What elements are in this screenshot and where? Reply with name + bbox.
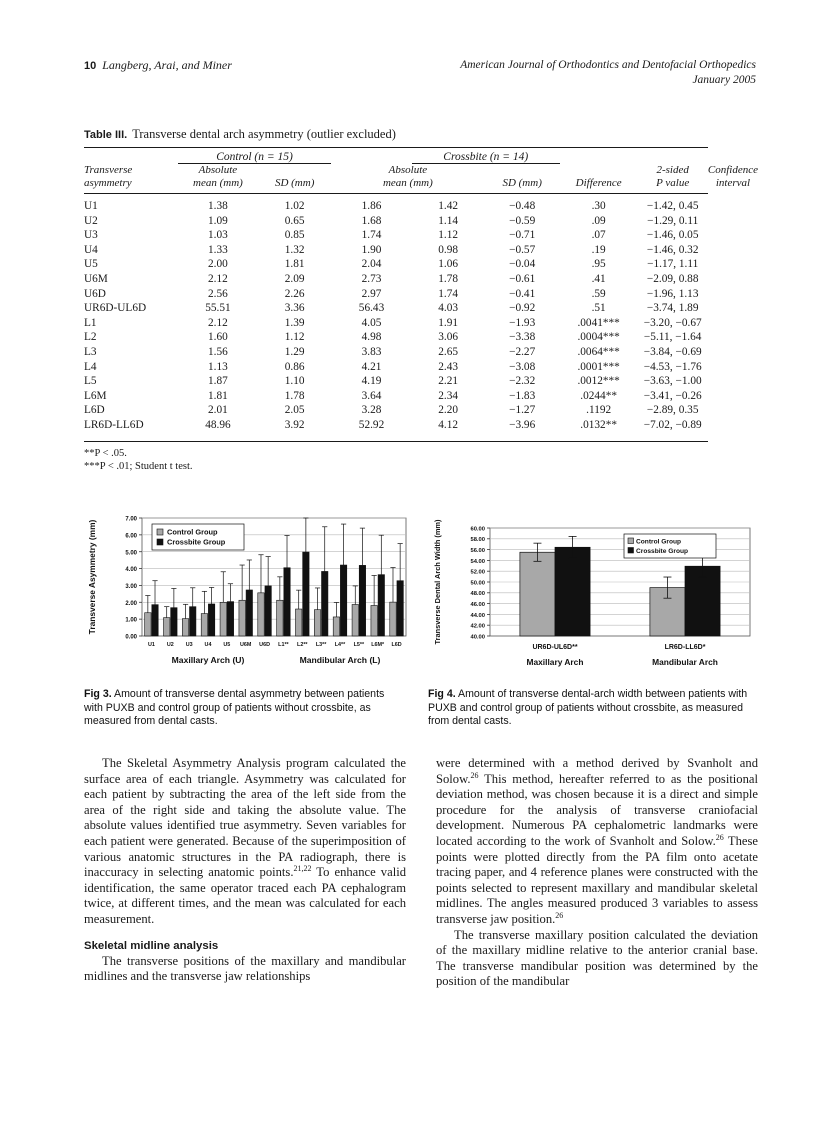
running-head-right xyxy=(460,58,756,88)
cell-control-sd: 1.81 xyxy=(284,258,305,271)
table-row xyxy=(84,360,758,375)
cell-control-sd: 0.65 xyxy=(284,214,305,227)
cell-confidence-interval: −2.09, 0.88 xyxy=(646,272,699,285)
cell-crossbite-mean: 4.21 xyxy=(361,360,382,373)
fig3-xtick-label: L6M* xyxy=(371,642,385,648)
page-folio: 10 xyxy=(84,60,97,72)
cell-confidence-interval: −3.74, 1.89 xyxy=(646,302,699,315)
cell-control-mean: 1.13 xyxy=(208,360,228,373)
fig3-xtick-label: L2** xyxy=(297,642,308,648)
cell-crossbite-mean: 56.43 xyxy=(358,302,385,315)
cell-crossbite-sd: 1.14 xyxy=(438,214,459,227)
fig3-ytick-label: 5.00 xyxy=(125,550,137,557)
cell-confidence-interval: −3.20, −0.67 xyxy=(643,316,702,329)
cell-difference: −0.71 xyxy=(509,229,536,242)
col-header-control-sd: SD (mm) xyxy=(274,177,315,189)
footnote-2: ***P < .01; Student t test. xyxy=(84,460,193,472)
fig3-bar-control xyxy=(220,602,226,636)
cell-confidence-interval: −1.42, 0.45 xyxy=(646,200,699,212)
fig4-ytick-label: 54.00 xyxy=(470,558,485,565)
col-header-control-mean: Absolute mean (mm) xyxy=(193,164,243,189)
fig3-bar-crossbite xyxy=(359,565,365,636)
cell-difference: −0.57 xyxy=(509,243,536,256)
running-head-left xyxy=(84,58,232,73)
cell-crossbite-mean: 2.97 xyxy=(361,287,382,300)
table-caption: Transverse dental arch asymmetry (outlier excluded) xyxy=(132,127,396,141)
table-row xyxy=(84,403,758,418)
cell-label: U6D xyxy=(84,287,106,300)
col-header-crossbite-mean: Absolute mean (mm) xyxy=(382,164,433,189)
cell-crossbite-sd: 1.12 xyxy=(438,229,459,242)
fig3-bar-control xyxy=(390,602,396,636)
fig4-ytick-label: 48.00 xyxy=(470,591,485,598)
fig3-xtick-label: L4** xyxy=(334,642,346,648)
cell-difference: −3.38 xyxy=(509,331,536,344)
table-row xyxy=(84,316,758,331)
fig3-legend-label-crossbite: Crossbite Group xyxy=(167,537,226,547)
figure-3 xyxy=(84,512,414,728)
journal-name: American Journal of Orthodontics and Dentofacial Orthopedics xyxy=(460,59,756,71)
cell-control-sd: 2.26 xyxy=(284,287,305,300)
fig4-legend-label-crossbite: Crossbite Group xyxy=(636,547,689,555)
table-row xyxy=(84,228,758,243)
cell-control-sd: 1.39 xyxy=(284,316,305,329)
cell-control-mean: 1.81 xyxy=(208,389,228,402)
fig3-bar-crossbite xyxy=(303,552,309,636)
cell-confidence-interval: −1.29, 0.11 xyxy=(647,214,699,227)
fig3-xtick-label: U5 xyxy=(223,642,231,648)
cell-crossbite-sd: 1.06 xyxy=(438,258,459,271)
fig3-xtick-label: L6D xyxy=(391,642,402,648)
cell-crossbite-sd: 2.34 xyxy=(438,389,459,402)
section-heading-skeletal-midline-analysis: Skeletal midline analysis xyxy=(84,939,219,952)
table-row xyxy=(84,287,758,302)
running-head-authors: Langberg, Arai, and Miner xyxy=(102,58,232,72)
cell-crossbite-sd: 4.12 xyxy=(438,418,459,431)
cell-pvalue: .30 xyxy=(591,200,606,212)
fig3-bar-control xyxy=(258,593,264,636)
fig4-ytick-label: 50.00 xyxy=(470,580,485,587)
fig3-bar-control xyxy=(201,614,207,636)
cell-confidence-interval: −1.46, 0.32 xyxy=(646,243,699,256)
cell-pvalue: .0041*** xyxy=(577,316,620,329)
cell-crossbite-sd: 3.06 xyxy=(438,331,459,344)
table-3 xyxy=(84,147,758,442)
cell-crossbite-mean: 4.05 xyxy=(361,316,382,329)
cell-label: L5 xyxy=(84,375,97,388)
fig3-yaxis-title: Transverse Asymmetry (mm) xyxy=(87,519,97,635)
fig3-bar-crossbite xyxy=(246,590,252,636)
cell-crossbite-mean: 1.74 xyxy=(361,229,382,242)
cell-pvalue: .51 xyxy=(591,302,606,315)
cell-difference: −0.59 xyxy=(509,214,536,227)
fig4-legend-swatch-control xyxy=(628,538,634,544)
fig3-bar-crossbite xyxy=(322,571,328,636)
cell-crossbite-sd: 2.43 xyxy=(438,360,459,373)
fig4-xtick-label: LR6D-LL6D* xyxy=(664,644,706,651)
group-header-crossbite: Crossbite (n = 14) xyxy=(412,151,560,164)
cell-crossbite-sd: 1.78 xyxy=(438,272,459,285)
fig3-bar-crossbite xyxy=(397,581,403,636)
table-row xyxy=(84,199,758,214)
cell-control-mean: 1.60 xyxy=(208,331,228,344)
fig3-bar-control xyxy=(164,618,170,636)
fig4-ytick-label: 52.00 xyxy=(470,569,485,576)
cell-confidence-interval: −1.17, 1.11 xyxy=(647,258,699,271)
cell-control-mean: 2.12 xyxy=(208,316,228,329)
cell-difference: −0.04 xyxy=(509,258,536,271)
fig3-ytick-label: 6.00 xyxy=(125,533,137,540)
cell-confidence-interval: −3.63, −1.00 xyxy=(643,375,702,388)
fig3-ytick-label: 7.00 xyxy=(125,516,137,523)
fig3-ytick-label: 2.00 xyxy=(125,600,137,607)
cell-label: U2 xyxy=(84,214,98,227)
citation-26-c: 26 xyxy=(555,910,564,920)
figure-3-caption xyxy=(84,688,404,729)
table-row xyxy=(84,345,758,360)
fig4-yaxis-title: Transverse Dental Arch Width (mm) xyxy=(433,519,442,645)
cell-control-mean: 1.09 xyxy=(208,214,228,227)
figure-3-chart xyxy=(84,512,414,684)
cell-confidence-interval: −2.89, 0.35 xyxy=(646,404,699,417)
cell-crossbite-mean: 3.64 xyxy=(361,389,382,402)
cell-crossbite-mean: 3.83 xyxy=(361,345,382,358)
fig3-xtick-label: U6M xyxy=(240,642,252,648)
fig4-legend-label-control: Control Group xyxy=(636,538,682,546)
cell-label: L3 xyxy=(84,345,97,358)
fig4-ytick-label: 60.00 xyxy=(470,526,485,533)
fig4-group-label: Mandibular Arch xyxy=(652,657,718,667)
right-paragraph-1: were determined with a method derived by Svanholt and Solow.$^{26}$ This method, hereafter referred to as the positional deviation method, was chosen because it is a direct and simple procedure for the analysis of transverse craniofacial development. Numerous PA cephalometric landmarks were located according to the work of Svanholt and Solow.$^{26}$ These points were plotted directly from the PA film onto acetate tracing paper, and 4 reference planes were constructed with the points selected to represent maxillary and mandibular skeletal midlines. The angles measured produced 3 variables to assess transverse jaw position.$^{26}$ xyxy=(436,756,758,926)
table-title xyxy=(84,127,758,142)
cell-crossbite-mean: 1.68 xyxy=(361,214,382,227)
figures-row xyxy=(84,512,758,742)
fig3-bar-control xyxy=(182,619,188,636)
fig3-bar-control xyxy=(333,617,339,636)
cell-label: L6M xyxy=(84,389,107,402)
cell-difference: −2.27 xyxy=(509,345,536,358)
cell-confidence-interval: −7.02, −0.89 xyxy=(643,418,702,431)
table-row xyxy=(84,243,758,258)
cell-difference: −0.41 xyxy=(509,287,536,300)
cell-control-mean: 2.12 xyxy=(208,272,228,285)
cell-crossbite-sd: 1.42 xyxy=(438,200,459,212)
fig4-bar-crossbite xyxy=(555,547,590,636)
cell-control-sd: 3.36 xyxy=(284,302,305,315)
fig3-xtick-label: L3** xyxy=(315,642,327,648)
fig3-bar-control xyxy=(352,604,358,636)
fig3-xtick-label: U3 xyxy=(185,642,193,648)
fig3-bar-crossbite xyxy=(340,565,346,636)
fig3-bar-crossbite xyxy=(171,608,177,636)
cell-pvalue: .41 xyxy=(591,272,606,285)
fig3-xaxis-label-mandibular: Mandibular Arch (L) xyxy=(299,655,381,665)
cell-label: U4 xyxy=(84,243,98,256)
figure-4 xyxy=(428,512,758,728)
cell-pvalue: .95 xyxy=(591,258,606,271)
fig3-xtick-label: U4 xyxy=(204,642,212,648)
cell-control-sd: 0.86 xyxy=(284,360,305,373)
cell-crossbite-mean: 1.90 xyxy=(361,243,382,256)
group-header-control: Control (n = 15) xyxy=(178,151,331,164)
cell-control-sd: 2.09 xyxy=(284,272,305,285)
fig3-ytick-label: 0.00 xyxy=(125,634,137,641)
cell-control-mean: 2.00 xyxy=(208,258,228,271)
footnote-1: **P < .05. xyxy=(84,447,127,459)
cell-control-sd: 1.29 xyxy=(284,345,305,358)
figure-4-caption xyxy=(428,688,748,729)
fig3-bar-crossbite xyxy=(378,575,384,636)
table-row xyxy=(84,389,758,404)
table-column-header-row xyxy=(84,164,758,191)
cell-control-sd: 3.92 xyxy=(284,418,305,431)
cell-crossbite-mean: 2.73 xyxy=(361,272,382,285)
cell-control-sd: 0.85 xyxy=(284,229,305,242)
cell-pvalue: .59 xyxy=(591,287,606,300)
table-group-header-row xyxy=(84,151,758,164)
cell-label: L6D xyxy=(84,404,105,417)
cell-control-mean: 1.03 xyxy=(208,229,228,242)
fig3-xaxis-label-maxillary: Maxillary Arch (U) xyxy=(171,655,245,665)
cell-label: U1 xyxy=(84,200,98,212)
cell-control-mean: 1.87 xyxy=(208,375,228,388)
cell-pvalue: .0244** xyxy=(580,389,617,402)
fig3-bar-control xyxy=(239,600,245,636)
cell-control-mean: 1.38 xyxy=(208,200,228,212)
table-row xyxy=(84,418,758,433)
cell-pvalue: .0012*** xyxy=(577,375,620,388)
cell-confidence-interval: −3.84, −0.69 xyxy=(643,345,702,358)
cell-crossbite-mean: 4.98 xyxy=(361,331,382,344)
fig3-xtick-label: L1** xyxy=(278,642,289,648)
fig4-ytick-label: 56.00 xyxy=(470,548,485,554)
fig4-ytick-label: 42.00 xyxy=(470,623,485,630)
cell-difference: −1.93 xyxy=(509,316,536,329)
fig3-bar-crossbite xyxy=(227,602,233,636)
cell-pvalue: .09 xyxy=(591,214,606,227)
col-header-pvalue: 2-sided P value xyxy=(656,164,690,189)
cell-pvalue: .0132** xyxy=(580,418,617,431)
cell-label: LR6D-LL6D xyxy=(84,418,144,431)
cell-pvalue: .1192 xyxy=(586,404,612,417)
fig3-ytick-label: 4.00 xyxy=(125,567,137,574)
fig3-bar-crossbite xyxy=(265,586,271,636)
cell-difference: −0.92 xyxy=(509,302,536,315)
cell-control-sd: 1.02 xyxy=(284,200,305,212)
cell-difference: −3.96 xyxy=(509,418,536,431)
body-column-left xyxy=(84,756,406,985)
left-paragraph-2: The transverse positions of the maxillary and mandibular midlines and the transverse jaw relationships xyxy=(84,953,406,984)
cell-label: UR6D-UL6D xyxy=(84,302,147,315)
right-paragraph-2: The transverse maxillary position calculated the deviation of the maxillary midline relative to the anterior cranial base. The transverse mandibular position was determined by the position of the mandibular xyxy=(436,927,758,989)
fig4-legend-swatch-crossbite xyxy=(628,548,634,554)
table-row xyxy=(84,330,758,345)
cell-control-sd: 1.10 xyxy=(284,375,305,388)
cell-crossbite-mean: 3.28 xyxy=(361,404,382,417)
figure-3-label: Fig 3. xyxy=(84,688,112,700)
table-row xyxy=(84,301,758,316)
citation-21-22: 21,22 xyxy=(293,863,312,873)
cell-difference: −1.83 xyxy=(509,389,536,402)
fig3-legend-swatch-control xyxy=(157,529,163,535)
cell-crossbite-sd: 0.98 xyxy=(438,243,459,256)
figure-4-chart xyxy=(428,512,758,684)
cell-pvalue: .07 xyxy=(591,229,606,242)
cell-control-sd: 1.78 xyxy=(284,389,305,402)
cell-label: L2 xyxy=(84,331,97,344)
fig3-bar-crossbite xyxy=(152,605,158,636)
cell-crossbite-sd: 1.91 xyxy=(438,316,459,329)
table-row xyxy=(84,272,758,287)
cell-label: L1 xyxy=(84,316,97,329)
fig3-ytick-label: 1.00 xyxy=(125,617,137,624)
cell-difference: −1.27 xyxy=(509,404,536,417)
cell-difference: −0.61 xyxy=(509,272,536,285)
left-paragraph-1: The Skeletal Asymmetry Analysis program calculated the surface area of each triangle. Asymmetry was calculated for each patient by subtracting the area of the left side from the area of the right side and taking the absolute value. The absolute values identified true asymmetry. Seven variables for each patient were generated. Because of the superimposition of various anatomic structures in the PA radiograph, there is inaccuracy in selecting anatomic points.$^{21,22}$ To enhance valid identification, the same operator traced each PA cephalogram twice, at different times, and the mean was calculated for each measurement. xyxy=(84,756,406,926)
figure-4-label: Fig 4. xyxy=(428,688,456,700)
table-3-container xyxy=(84,127,758,473)
table-footnotes xyxy=(84,447,758,473)
fig3-bar-crossbite xyxy=(284,568,290,636)
cell-confidence-interval: −5.11, −1.64 xyxy=(643,331,702,344)
fig4-xtick-label: UR6D-UL6D** xyxy=(532,644,578,651)
fig4-ytick-label: 44.00 xyxy=(470,612,485,619)
table-row xyxy=(84,374,758,389)
fig4-ytick-label: 46.00 xyxy=(470,602,485,608)
cell-confidence-interval: −3.41, −0.26 xyxy=(643,389,702,402)
cell-crossbite-sd: 4.03 xyxy=(438,302,459,315)
cell-crossbite-sd: 2.65 xyxy=(438,345,459,358)
cell-confidence-interval: −4.53, −1.76 xyxy=(643,360,702,373)
cell-control-mean: 2.56 xyxy=(208,287,228,300)
fig4-bar-control xyxy=(520,552,555,636)
cell-pvalue: .0064*** xyxy=(577,345,620,358)
figure-4-caption-text: Amount of transverse dental-arch width between patients with PUXB and control group of patients without crossbite, as measured from dental casts. xyxy=(428,688,748,728)
cell-label: L4 xyxy=(84,360,97,373)
table-label: Table III. xyxy=(84,129,128,141)
cell-pvalue: .19 xyxy=(591,243,606,256)
figure-3-caption-text: Amount of transverse dental asymmetry between patients with PUXB and control group of patients without crossbite, as measured from dental casts. xyxy=(84,688,385,728)
cell-control-mean: 1.33 xyxy=(208,243,228,256)
cell-crossbite-sd: 1.74 xyxy=(438,287,459,300)
citation-26-b: 26 xyxy=(715,832,724,842)
figure-3-svg xyxy=(84,512,414,684)
issue-date: January 2005 xyxy=(692,74,756,86)
cell-pvalue: .0004*** xyxy=(577,331,620,344)
cell-confidence-interval: −1.96, 1.13 xyxy=(646,287,699,300)
cell-control-mean: 1.56 xyxy=(208,345,228,358)
col-header-difference: Difference xyxy=(575,177,622,189)
table-body xyxy=(84,199,758,433)
table-row xyxy=(84,214,758,229)
cell-control-mean: 55.51 xyxy=(205,302,231,315)
fig3-bar-crossbite xyxy=(190,607,196,636)
fig4-ytick-label: 40.00 xyxy=(470,634,485,641)
fig3-bar-control xyxy=(314,610,320,636)
cell-crossbite-mean: 4.19 xyxy=(361,375,382,388)
col-header-transverse-asymmetry: Transverse asymmetry xyxy=(84,164,133,189)
cell-difference: −0.48 xyxy=(509,200,536,212)
cell-control-sd: 2.05 xyxy=(284,404,305,417)
fig3-bar-control xyxy=(296,609,302,636)
cell-crossbite-sd: 2.21 xyxy=(438,375,459,388)
cell-difference: −2.32 xyxy=(509,375,536,388)
cell-label: U5 xyxy=(84,258,98,271)
cell-control-sd: 1.32 xyxy=(284,243,305,256)
col-header-confidence-interval: Confidence interval xyxy=(707,164,758,189)
table-row xyxy=(84,257,758,272)
cell-confidence-interval: −1.46, 0.05 xyxy=(646,229,699,242)
fig3-bar-control xyxy=(371,605,377,636)
body-column-right xyxy=(436,756,758,990)
cell-crossbite-mean: 52.92 xyxy=(358,418,385,431)
col-header-crossbite-sd: SD (mm) xyxy=(502,177,542,189)
cell-crossbite-mean: 1.86 xyxy=(361,200,382,212)
cell-crossbite-mean: 2.04 xyxy=(361,258,382,271)
cell-pvalue: .0001*** xyxy=(577,360,620,373)
fig3-ytick-label: 3.00 xyxy=(125,584,137,591)
fig3-xtick-label: U1 xyxy=(147,642,155,648)
figure-4-svg xyxy=(428,512,758,684)
cell-control-mean: 48.96 xyxy=(205,418,231,431)
cell-control-mean: 2.01 xyxy=(208,404,228,417)
cell-difference: −3.08 xyxy=(509,360,536,373)
fig4-ytick-label: 58.00 xyxy=(470,537,485,544)
fig3-bar-control xyxy=(145,613,151,636)
fig3-xtick-label: U6D xyxy=(259,642,270,648)
cell-crossbite-sd: 2.20 xyxy=(438,404,459,417)
fig3-bar-crossbite xyxy=(208,604,214,636)
fig3-bar-control xyxy=(277,600,283,636)
cell-control-sd: 1.12 xyxy=(284,331,305,344)
fig3-xtick-label: L5** xyxy=(353,642,365,648)
fig4-group-label: Maxillary Arch xyxy=(526,657,584,667)
fig3-legend-swatch-crossbite xyxy=(157,539,163,545)
fig3-xtick-label: U2 xyxy=(166,642,174,648)
citation-26-a: 26 xyxy=(470,770,479,780)
fig3-legend-label-control: Control Group xyxy=(167,527,218,537)
cell-label: U6M xyxy=(84,272,108,285)
cell-label: U3 xyxy=(84,229,98,242)
